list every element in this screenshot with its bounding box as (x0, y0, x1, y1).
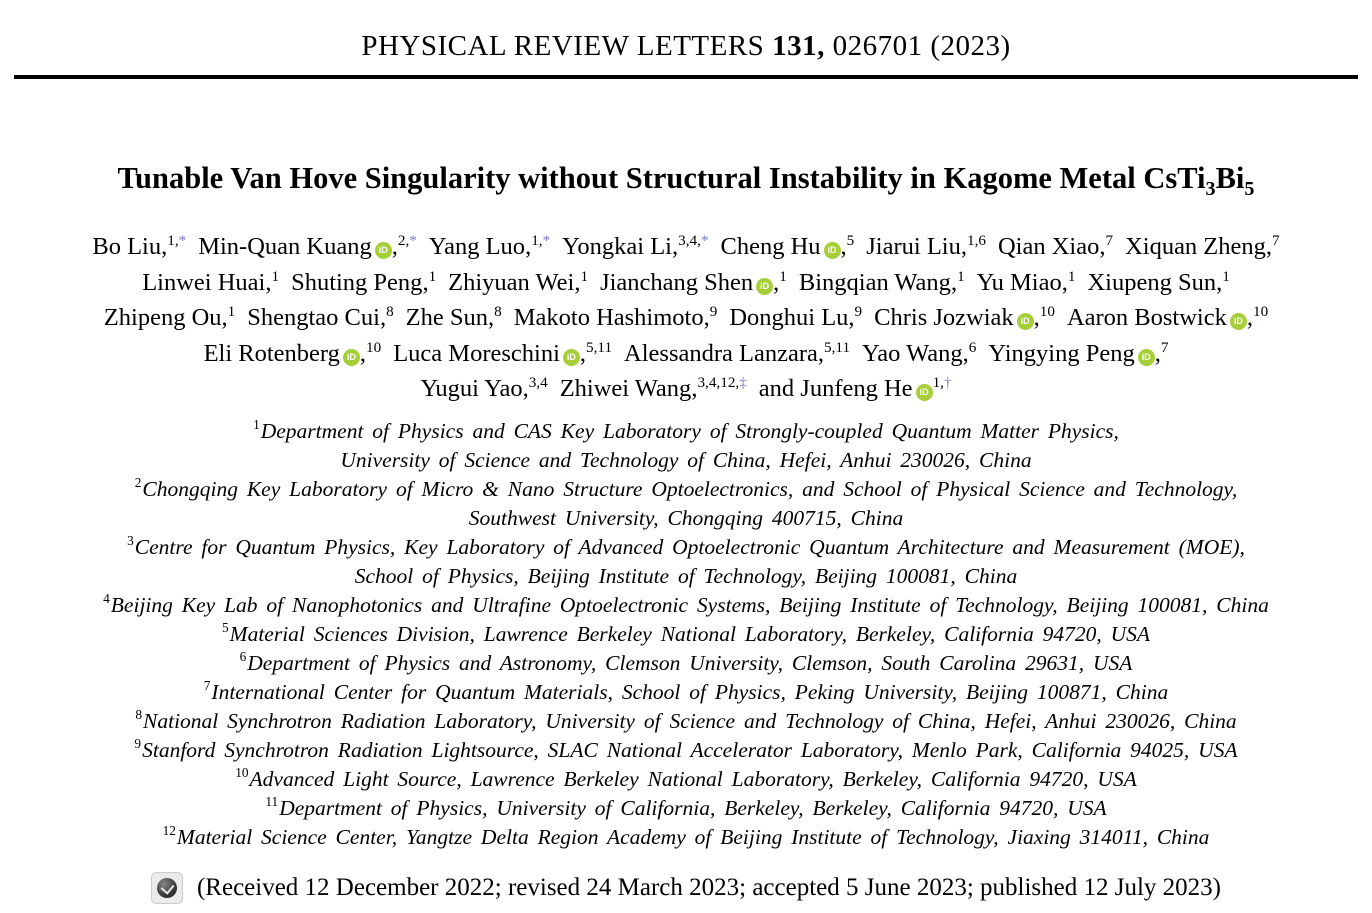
author-name: Xiupeng Sun (1087, 268, 1217, 296)
affiliation-ref-char: , (685, 231, 690, 249)
affiliation-ref-char: 1 (428, 267, 437, 285)
author-comma: , (525, 233, 532, 261)
author-affiliation-refs (529, 374, 548, 391)
affiliation-ref-char: 4 (708, 373, 717, 391)
author-line (0, 336, 1372, 372)
affiliation-ref-char: 1 (1253, 302, 1261, 320)
author (560, 375, 747, 402)
author-name: Shengtao Cui (247, 304, 380, 332)
author-affiliation-refs (824, 338, 850, 355)
author-comma: , (379, 304, 387, 332)
author (291, 269, 436, 296)
affiliation-ref-char: 1 (842, 338, 851, 356)
affiliation-ref-char: , (940, 373, 944, 391)
orcid-icon[interactable]: iD (916, 384, 933, 401)
title-text-segment: Bi (1215, 161, 1245, 195)
affiliation-number: 6 (239, 649, 247, 665)
author-affiliation-refs (710, 303, 718, 320)
author-comma: , (962, 339, 969, 367)
author (448, 269, 588, 296)
author-affiliation-refs (586, 338, 612, 355)
author-affiliation-refs (957, 267, 965, 284)
author-comma: , (691, 375, 698, 403)
affiliation-ref-char: 1 (531, 231, 539, 249)
affiliation (0, 707, 1372, 736)
author (1067, 304, 1268, 331)
affiliation-ref-char: 0 (373, 338, 382, 356)
author (721, 233, 855, 260)
affiliation-ref-char: 1 (580, 267, 589, 285)
author-comma: , (1099, 233, 1106, 261)
author-name: Jianchang Shen (600, 268, 754, 296)
author-name: Cheng Hu (720, 233, 821, 261)
author-affiliation-refs (678, 232, 708, 249)
affiliation-text: Material Science Center, Yangtze Delta Region Academy of Beijing Institute of Technology, Jiaxing 314011, China (176, 824, 1210, 849)
orcid-icon[interactable]: iD (824, 242, 841, 259)
affiliation-text: Material Sciences Division, Lawrence Berkeley National Laboratory, Berkeley, California 94720, USA (229, 621, 1150, 646)
title-subscript: 3 (1205, 178, 1216, 201)
received-dates: (Received 12 December 2022; revised 24 March 2023; accepted 5 June 2023; published 12 July 2023) (196, 873, 1222, 901)
affiliation-ref-char: 1 (932, 373, 941, 391)
author-affiliation-refs (1253, 303, 1268, 320)
affiliation-text: Stanford Synchrotron Radiation Lightsource, SLAC National Accelerator Laboratory, Menlo Park, California 94025, USA (142, 737, 1238, 762)
orcid-icon[interactable]: iD (1017, 313, 1034, 330)
author-affiliation-refs (580, 267, 588, 284)
author-name: Yao Wang (862, 339, 963, 367)
affiliation-number: 10 (235, 765, 249, 781)
author-comma: , (265, 268, 272, 296)
affiliation-ref-char: 3 (678, 231, 686, 249)
affiliation-ref-char: , (697, 231, 701, 249)
author (142, 269, 279, 296)
author-name: Zhipeng Ou (103, 304, 222, 332)
affiliation-ref-char: 1 (604, 338, 613, 356)
affiliation-ref-char: , (716, 373, 721, 391)
affiliation-ref-char: 9 (854, 302, 863, 320)
affiliation-ref-char: 1 (597, 338, 605, 356)
author-affiliation-refs (531, 232, 550, 249)
author (624, 340, 850, 367)
affiliation-ref-char: , (705, 373, 709, 391)
author-affiliation-refs (967, 232, 986, 249)
affiliation (0, 678, 1372, 707)
orcid-icon[interactable]: iD (375, 242, 392, 259)
affiliation-number: 12 (162, 823, 176, 839)
journal-header (0, 0, 1372, 63)
author-name: Yang Luo (428, 233, 526, 261)
affiliation-ref-char: 9 (709, 302, 718, 320)
affiliation-number: 11 (265, 794, 279, 810)
affiliation-ref-char: 1 (779, 267, 787, 285)
affiliation (0, 620, 1372, 649)
affiliation-ref-char: , (174, 231, 179, 249)
author (204, 340, 382, 367)
author-affiliation-refs (1105, 232, 1113, 249)
affiliation-ref-char: 2 (397, 231, 406, 249)
affiliation (0, 591, 1372, 620)
affiliation-ref-char: 1 (966, 231, 975, 249)
author-comma: , (1216, 268, 1223, 296)
author-name: Junfeng He (800, 375, 913, 403)
author-affiliation-refs (386, 303, 394, 320)
affiliation-ref-char: 1 (366, 338, 374, 356)
author-line (0, 265, 1372, 301)
received-line (0, 872, 1372, 904)
affiliation-number: 1 (253, 417, 260, 433)
author (874, 304, 1055, 331)
author-comma: , (773, 268, 780, 296)
author-affiliation-refs (847, 232, 855, 249)
affiliation-ref-char: 6 (978, 231, 986, 249)
paper-title (0, 161, 1372, 201)
affiliation-ref-char: 7 (1105, 231, 1114, 249)
author-affiliation-refs (933, 374, 952, 391)
journal-article-number: 026701 (2023) (832, 30, 1011, 62)
author-name: Alessandra Lanzara (624, 339, 818, 367)
affiliation-text: Advanced Light Source, Lawrence Berkeley National Laboratory, Berkeley, California 94720, USA (249, 766, 1137, 791)
author-comma: , (161, 233, 168, 261)
author (247, 304, 393, 331)
affiliation-ref-char: 1 (227, 302, 236, 320)
author (562, 233, 708, 260)
author-name: Makoto Hashimoto (513, 304, 704, 332)
author-comma: , (391, 233, 398, 261)
author (1087, 269, 1229, 296)
author-name: Qian Xiao (997, 233, 1100, 261)
affiliation-ref-char: 1 (957, 267, 965, 285)
author (729, 304, 862, 331)
author (1125, 233, 1280, 260)
affiliation-text: National Synchrotron Radiation Laboratory, University of Science and Technology of China, Hefei, Anhui 230026, China (143, 708, 1237, 733)
affiliation-ref-char: 5 (846, 231, 855, 249)
author-comma: , (422, 268, 429, 296)
affiliation (0, 417, 1372, 475)
affiliation-ref-char: 1 (1039, 302, 1048, 320)
author-affiliation-refs (398, 232, 417, 249)
author-name: Yongkai Li (562, 233, 672, 261)
author-affiliation-refs (855, 303, 863, 320)
affiliation-ref-char: 1 (167, 231, 175, 249)
affiliation (0, 736, 1372, 765)
author-name: Min-Quan Kuang (198, 233, 372, 261)
author-affiliation-refs (1222, 267, 1230, 284)
author (406, 304, 502, 331)
author-affiliation-refs (779, 267, 787, 284)
affiliation-ref-char: 1 (835, 338, 843, 356)
crossmark-icon[interactable] (151, 872, 183, 904)
affiliation-text: Department of Physics, University of California, Berkeley, Berkeley, California 94720, USA (279, 795, 1107, 820)
affiliation-ref-char: 1 (1067, 267, 1076, 285)
author-affiliation-refs (494, 303, 502, 320)
orcid-icon[interactable]: iD (343, 349, 360, 366)
affiliation-number: 4 (103, 591, 110, 607)
affiliation-ref-char: , (735, 373, 740, 391)
affiliation-ref-char: 1 (1222, 267, 1230, 285)
orcid-icon[interactable]: iD (1230, 313, 1247, 330)
footnote-symbol-link[interactable]: † (943, 373, 952, 391)
author (759, 375, 952, 402)
affiliation-ref-char: 5 (824, 338, 832, 356)
author-name: Zhiwei Wang (559, 375, 692, 403)
affiliation (0, 765, 1372, 794)
author-name: Eli Rotenberg (203, 339, 340, 367)
affiliation-ref-char: , (405, 231, 410, 249)
author-comma: , (672, 233, 679, 261)
author-block (0, 229, 1372, 407)
affiliation-text: Centre for Quantum Physics, Key Laboratory of Advanced Optoelectronic Quantum Architecture and Measurement (MOE), (134, 534, 1245, 559)
affiliation-ref-char: 5 (586, 338, 594, 356)
affiliation-text: Beijing Key Lab of Nanophotonics and Ultrafine Optoelectronic Systems, Beijing Institute of Technology, Beijing 100081, China (110, 592, 1269, 617)
affiliation-text: Chongqing Key Laboratory of Micro & Nano Structure Optoelectronics, and School of Physical Science and Technology, (142, 476, 1238, 501)
author-affiliation-refs (1272, 232, 1280, 249)
author-name: Linwei Huai (142, 268, 266, 296)
author-name: Zhe Sun (405, 304, 489, 332)
affiliation-number: 9 (134, 736, 142, 752)
author (988, 340, 1168, 367)
footnote-symbol-link[interactable]: ‡ (739, 373, 747, 391)
author-name: Chris Jozwiak (874, 304, 1014, 332)
author-name: Yingying Peng (988, 339, 1135, 367)
author-name: Luca Moreschini (393, 339, 560, 367)
author-affiliation-refs (1040, 303, 1055, 320)
affiliation-text: School of Physics, Beijing Institute of Technology, Beijing 100081, China (354, 563, 1018, 588)
author-affiliation-refs (429, 267, 437, 284)
author-line (0, 371, 1372, 407)
affiliation-number: 3 (127, 533, 134, 549)
author-name: Yugui Yao (420, 375, 523, 403)
author (600, 269, 787, 296)
author (998, 233, 1113, 260)
affiliation-ref-char: 4 (689, 231, 698, 249)
author-affiliation-refs (228, 303, 236, 320)
author (92, 233, 186, 260)
affiliation (0, 533, 1372, 591)
affiliation-text: International Center for Quantum Materials, School of Physics, Peking University, Beijing 100871, China (211, 679, 1169, 704)
affiliation-ref-char: , (593, 338, 598, 356)
affiliation-ref-char: 0 (1260, 302, 1269, 320)
affiliation-ref-char: 7 (1272, 231, 1280, 249)
affiliation-ref-char: 8 (494, 302, 502, 320)
affiliation-number: 5 (221, 620, 229, 636)
header-rule (14, 75, 1358, 79)
affiliation-ref-char: 2 (727, 373, 736, 391)
author (866, 233, 986, 260)
author-name: Zhiyuan Wei (448, 268, 575, 296)
orcid-icon[interactable]: iD (756, 278, 773, 295)
affiliation (0, 649, 1372, 678)
affiliation-ref-char: 3 (697, 373, 706, 391)
footnote-symbol-link[interactable]: * (178, 231, 187, 249)
author-affiliation-refs (969, 338, 977, 355)
author (198, 233, 417, 260)
author-affiliation-refs (1068, 267, 1076, 284)
author (514, 304, 718, 331)
affiliation-text: University of Science and Technology of China, Hefei, Anhui 230026, China (340, 447, 1032, 472)
affiliation-ref-char: 1 (271, 267, 280, 285)
affiliation-ref-char: 4 (540, 373, 548, 391)
author-affiliation-refs (366, 338, 381, 355)
affiliation-ref-char: 6 (968, 338, 977, 356)
author-comma: , (522, 375, 529, 403)
affiliation-ref-char: , (536, 373, 541, 391)
footnote-symbol-link[interactable]: * (542, 231, 551, 249)
affiliation-text: Department of Physics and Astronomy, Clemson University, Clemson, South Carolina 29631, USA (247, 650, 1133, 675)
author-name: Aaron Bostwick (1066, 304, 1227, 332)
author-name: Shuting Peng (291, 268, 423, 296)
author-comma: , (960, 233, 967, 261)
author-comma: , (1265, 233, 1273, 261)
author-name: Yu Miao (976, 268, 1062, 296)
author-affiliation-refs (167, 232, 186, 249)
author-name: Bo Liu (92, 233, 162, 261)
author-comma: , (950, 268, 958, 296)
author-line (0, 229, 1372, 265)
author-prefix: and (758, 375, 801, 403)
affiliation-ref-char: 0 (1047, 302, 1055, 320)
journal-volume: 131, (772, 30, 825, 62)
author-affiliation-refs (1161, 338, 1169, 355)
author-affiliation-refs (271, 267, 279, 284)
footnote-symbol-link[interactable]: * (700, 231, 709, 249)
journal-name: PHYSICAL REVIEW LETTERS (361, 30, 765, 62)
author-comma: , (1154, 339, 1161, 367)
affiliation-ref-char: , (831, 338, 836, 356)
author-name: Xiquan Zheng (1125, 233, 1266, 261)
author-affiliation-refs (697, 374, 746, 391)
affiliation-ref-char: 3 (528, 373, 537, 391)
author-comma: , (848, 304, 855, 332)
author (977, 269, 1076, 296)
author-comma: , (574, 268, 581, 296)
author-line (0, 300, 1372, 336)
author-comma: , (1061, 268, 1068, 296)
affiliation-ref-char: 1 (720, 373, 728, 391)
affiliation-ref-char: 7 (1160, 338, 1169, 356)
author (420, 375, 547, 402)
author (429, 233, 550, 260)
author (393, 340, 612, 367)
title-subscript: 5 (1244, 178, 1255, 201)
orcid-icon[interactable]: iD (563, 349, 580, 366)
author-comma: , (1033, 304, 1040, 332)
author (104, 304, 235, 331)
crossmark-globe-glyph (157, 878, 177, 898)
affiliation-ref-char: , (974, 231, 979, 249)
affiliation-ref-char: , (538, 231, 543, 249)
footnote-symbol-link[interactable]: * (409, 231, 417, 249)
affiliation (0, 794, 1372, 823)
affiliation-block (0, 417, 1372, 852)
author-name: Jiarui Liu (866, 233, 961, 261)
author (862, 340, 976, 367)
author (799, 269, 965, 296)
author-comma: , (359, 339, 367, 367)
affiliation (0, 823, 1372, 852)
author-name: Donghui Lu (729, 304, 849, 332)
author-comma: , (817, 339, 825, 367)
author-name: Bingqian Wang (798, 268, 951, 296)
affiliation-text: Department of Physics and CAS Key Laboratory of Strongly-coupled Quantum Matter Physics, (260, 418, 1119, 443)
orcid-icon[interactable]: iD (1138, 349, 1155, 366)
affiliation-text: Southwest University, Chongqing 400715, China (468, 505, 904, 530)
author-comma: , (221, 304, 228, 332)
author-comma: , (579, 339, 587, 367)
affiliation (0, 475, 1372, 533)
author-comma: , (1246, 304, 1253, 332)
affiliation-number: 8 (135, 707, 142, 723)
affiliation-number: 2 (134, 475, 142, 491)
author-comma: , (703, 304, 710, 332)
author-comma: , (840, 233, 847, 261)
title-text-segment: Tunable Van Hove Singularity without Structural Instability in Kagome Metal CsTi (117, 161, 1206, 195)
affiliation-number: 7 (203, 678, 211, 694)
author-comma: , (488, 304, 495, 332)
affiliation-ref-char: 8 (386, 302, 394, 320)
